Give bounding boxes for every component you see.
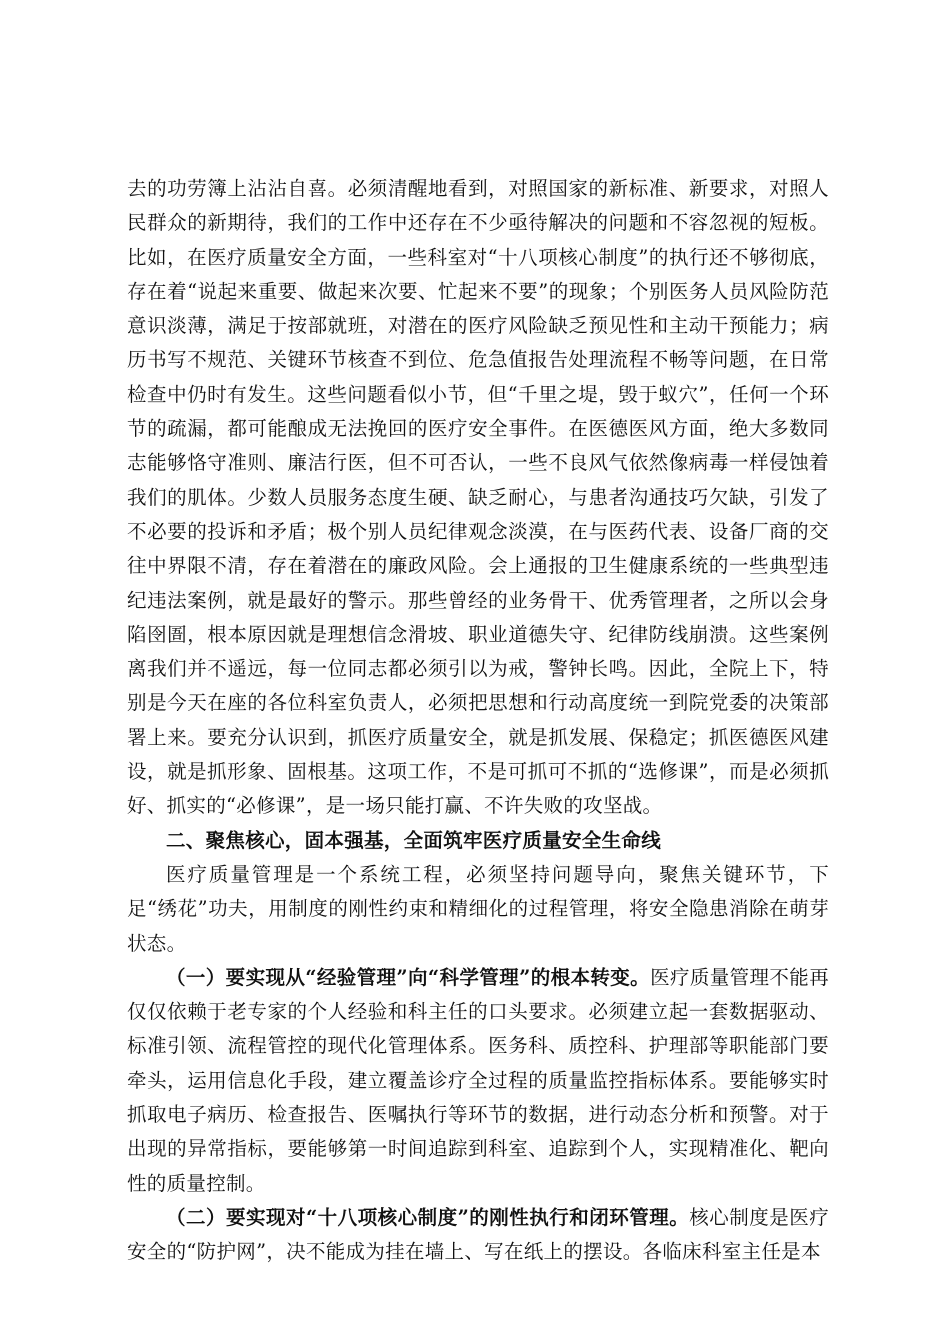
document-body bbox=[127, 172, 829, 1270]
section-intro-paragraph: 医疗质量管理是一个系统工程，必须坚持问题导向，聚焦关键环节，下足“绣花”功夫，用制度的刚性约束和精细化的过程管理，将安全隐患消除在萌芽状态。 bbox=[127, 862, 829, 955]
item-paragraph-2 bbox=[127, 1201, 829, 1270]
body-paragraph-continuation: 去的功劳簿上沾沾自喜。必须清醒地看到，对照国家的新标准、新要求，对照人民群众的新期待，我们的工作中还存在不少亟待解决的问题和不容忽视的短板。比如，在医疗质量安全方面，一些科室对“十八项核心制度”的执行还不够彻底，存在着“说起来重要、做起来次要、忙起来不要”的现象；个别医务人员风险防范意识淡薄，满足于按部就班，对潜在的医疗风险缺乏预见性和主动干预能力；病历书写不规范、关键环节核查不到位、危急值报告处理流程不畅等问题，在日常检查中仍时有发生。这些问题看似小节，但“千里之堤，毁于蚁穴”，任何一个环节的疏漏，都可能酿成无法挽回的医疗安全事件。在医德医风方面，绝大多数同志能够恪守准则、廉洁行医，但不可否认，一些不良风气依然像病毒一样侵蚀着我们的肌体。少数人员服务态度生硬、缺乏耐心，与患者沟通技巧欠缺，引发了不必要的投诉和矛盾；极个别人员纪律观念淡漠，在与医药代表、设备厂商的交往中界限不清，存在着潜在的廉政风险。会上通报的卫生健康系统的一些典型违纪违法案例，就是最好的警示。那些曾经的业务骨干、优秀管理者，之所以会身陷囹圄，根本原因就是理想信念滑坡、职业道德失守、纪律防线崩溃。这些案例离我们并不遥远，每一位同志都必须引以为戒，警钟长鸣。因此，全院上下，特别是今天在座的各位科室负责人，必须把思想和行动高度统一到院党委的决策部署上来。要充分认识到，抓医疗质量安全，就是抓发展、保稳定；抓医德医风建设，就是抓形象、固根基。这项工作，不是可抓可不抓的“选修课”，而是必须抓好、抓实的“必修课”，是一场只能打赢、不许失败的攻坚战。 bbox=[127, 177, 829, 818]
item-text-1: 医疗质量管理不能再仅仅依赖于老专家的个人经验和科主任的口头要求。必须建立起一套数据驱动、标准引领、流程管控的现代化管理体系。医务科、质控科、护理部等职能部门要牵头，运用信息化手段，建立覆盖诊疗全过程的质量监控指标体系。要能够实时抓取电子病历、检查报告、医嘱执行等环节的数据，进行动态分析和预警。对于出现的异常指标，要能够第一时间追踪到科室、追踪到个人，实现精准化、靶向性的质量控制。 bbox=[127, 965, 829, 1195]
section-heading: 二、聚焦核心，固本强基，全面筑牢医疗质量安全生命线 bbox=[166, 828, 662, 852]
item-lead-2: （二）要实现对“十八项核心制度”的刚性执行和闭环管理。 bbox=[166, 1205, 690, 1229]
item-text-2: 核心制度是医疗安全的“防护网”，决不能成为挂在墙上、写在纸上的摆设。各临床科室主任是本 bbox=[127, 1205, 829, 1264]
item-paragraph-1 bbox=[127, 961, 829, 1201]
item-lead-1: （一）要实现从“经验管理”向“科学管理”的根本转变。 bbox=[166, 965, 651, 989]
